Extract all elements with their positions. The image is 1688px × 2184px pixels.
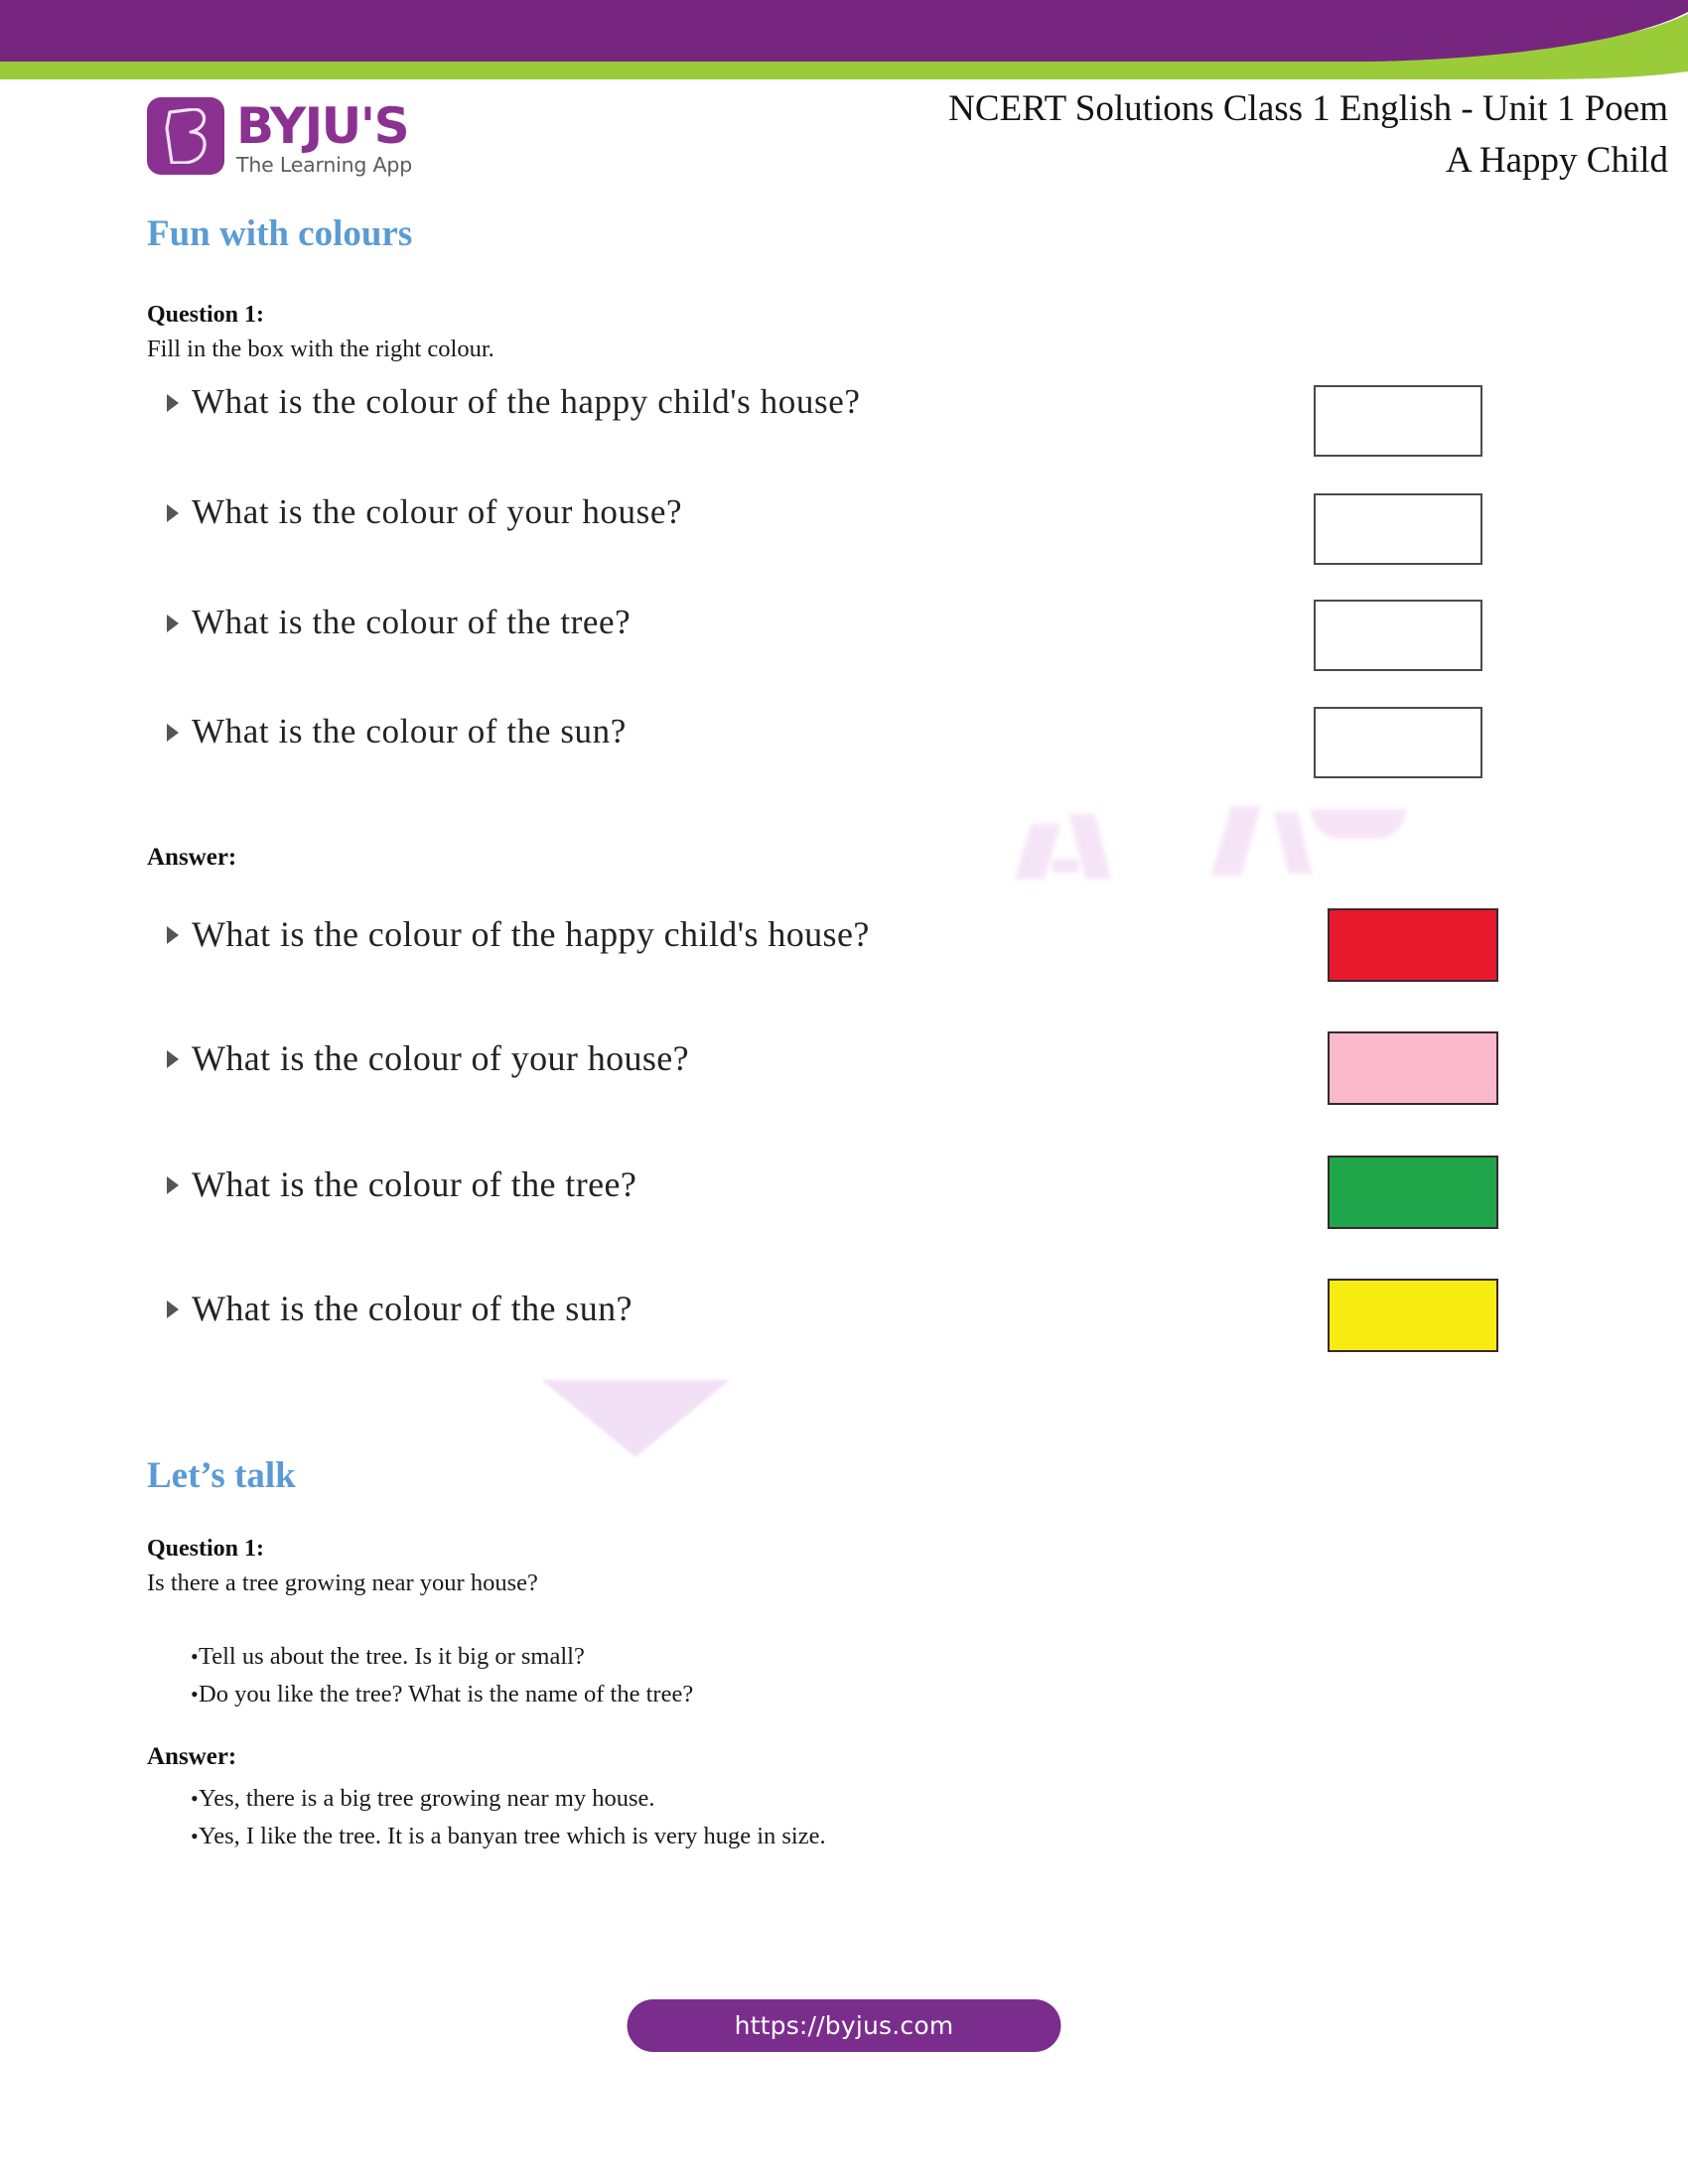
fun-answer-item-text: What is the colour of the sun? (192, 1289, 633, 1328)
bullet-dot-icon: • (191, 1644, 199, 1669)
fun-question-text: Fill in the box with the right colour. (147, 336, 494, 362)
fun-answer-swatch-yellow (1328, 1279, 1498, 1352)
byjus-logo-wordmark: BYJU'S (236, 97, 409, 155)
arrow-right-icon (165, 502, 181, 524)
fun-answer-box-empty[interactable] (1314, 385, 1482, 457)
list-item-text: Tell us about the tree. Is it big or small? (199, 1643, 585, 1670)
watermark-stroke (1015, 824, 1060, 880)
arrow-right-icon (165, 1048, 181, 1070)
list-item-text: Do you like the tree? What is the name of the tree? (199, 1681, 694, 1707)
fun-answer-item-text: What is the colour of the tree? (192, 1164, 637, 1204)
watermark-curve (1311, 809, 1406, 839)
fun-answer-item-text: What is the colour of the happy child's house? (192, 914, 870, 954)
fun-answer-item-text: What is the colour of your house? (192, 1038, 690, 1078)
fun-answer-item (165, 913, 870, 955)
fun-answer-item (165, 1288, 633, 1329)
arrow-right-icon (165, 722, 181, 744)
fun-answer-item (165, 1163, 636, 1205)
talk-question-label: Question 1: (147, 1536, 265, 1562)
byjus-logo-tagline: The Learning App (236, 153, 413, 177)
fun-question-item (165, 382, 860, 422)
fun-question-item-text: What is the colour of your house? (192, 492, 683, 531)
fun-answer-label: Answer: (147, 844, 237, 871)
fun-question-item-text: What is the colour of the sun? (192, 712, 627, 751)
fun-question-item (165, 603, 631, 642)
list-item (147, 1638, 1438, 1676)
arrow-right-icon (165, 1298, 181, 1320)
fun-question-label: Question 1: (147, 302, 265, 328)
fun-answer-swatch-green (1328, 1156, 1498, 1229)
list-item (147, 1818, 1438, 1855)
bullet-dot-icon: • (191, 1682, 199, 1706)
watermark-stroke (1274, 812, 1312, 874)
bullet-dot-icon: • (191, 1824, 199, 1848)
fun-question-item (165, 712, 627, 751)
watermark-stroke (1211, 806, 1261, 876)
document-title-line2: A Happy Child (1445, 140, 1668, 181)
list-item (147, 1780, 1438, 1818)
list-item-text: Yes, there is a big tree growing near my house. (199, 1785, 655, 1812)
bullet-dot-icon: • (191, 1786, 199, 1811)
talk-question-text: Is there a tree growing near your house? (147, 1570, 538, 1596)
section-heading-lets-talk: Let’s talk (147, 1455, 296, 1496)
talk-answer-label: Answer: (147, 1743, 237, 1770)
byjus-logo (147, 97, 445, 179)
arrow-right-icon (165, 613, 181, 634)
talk-question-bullet-list (147, 1638, 1438, 1713)
list-item-text: Yes, I like the tree. It is a banyan tree which is very huge in size. (199, 1823, 826, 1849)
fun-answer-box-empty[interactable] (1314, 600, 1482, 671)
watermark-stroke (1069, 814, 1111, 880)
watermark-triangle (541, 1380, 730, 1457)
footer-url-text: https://byjus.com (734, 2011, 954, 2040)
arrow-right-icon (165, 392, 181, 414)
document-title-line1: NCERT Solutions Class 1 English - Unit 1 Poem (948, 88, 1668, 129)
header-decorative-bars (0, 0, 1688, 79)
fun-answer-box-empty[interactable] (1314, 707, 1482, 778)
fun-answer-swatch-red (1328, 908, 1498, 982)
arrow-right-icon (165, 1174, 181, 1196)
fun-question-item (165, 492, 682, 532)
fun-question-item-text: What is the colour of the tree? (192, 603, 632, 641)
watermark-dot (1053, 859, 1078, 873)
document-title (576, 83, 1668, 187)
byjus-logo-badge-icon (147, 97, 224, 175)
section-heading-fun-with-colours: Fun with colours (147, 213, 413, 254)
fun-answer-box-empty[interactable] (1314, 493, 1482, 565)
fun-answer-swatch-pink (1328, 1031, 1498, 1105)
fun-question-item-text: What is the colour of the happy child's house? (192, 382, 861, 421)
arrow-right-icon (165, 924, 181, 946)
footer-url-button[interactable] (628, 1999, 1061, 2052)
list-item (147, 1676, 1438, 1713)
purple-bar-shape (0, 0, 1688, 62)
fun-answer-item (165, 1037, 689, 1079)
talk-answer-bullet-list (147, 1780, 1438, 1855)
